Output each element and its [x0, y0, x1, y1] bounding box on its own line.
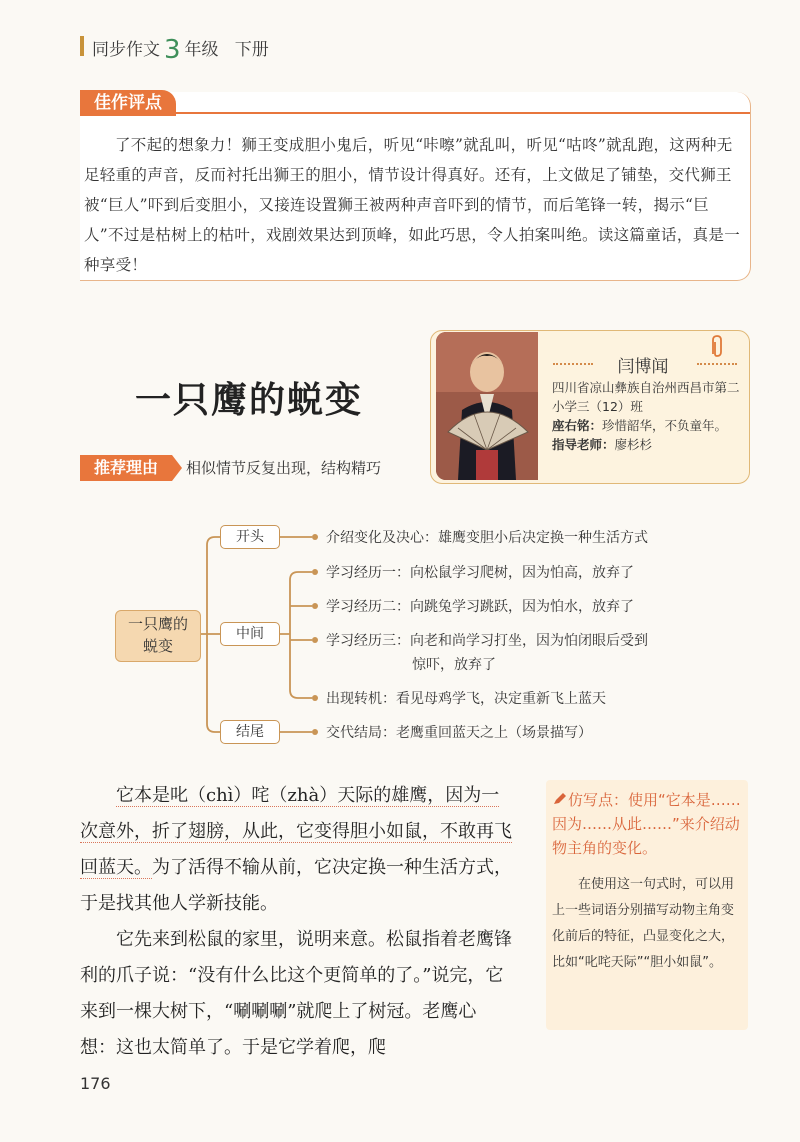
pencil-icon [552, 792, 568, 806]
mindmap-bullet [312, 534, 318, 540]
mindmap-node-middle: 中间 [220, 622, 280, 646]
header-grade-number: 3 [164, 35, 181, 65]
mindmap-bullet [312, 695, 318, 701]
mindmap-leaf-start: 介绍变化及决心：雄鹰变胆小后决定换一种生活方式 [326, 530, 648, 546]
mindmap-center [115, 610, 201, 662]
mindmap-bullet [312, 603, 318, 609]
body-underlined-sentence: 它本是叱（chì）咤（zhà）天际的雄鹰，因为一次意外，折了翅膀，从此，它变得胆小如鼠，不敢再飞回蓝天。 [80, 785, 512, 878]
header-volume: 下册 [234, 40, 269, 60]
header-prefix: 同步作文 [92, 40, 160, 60]
author-motto-label: 座右铭： [552, 418, 603, 433]
review-tab: 佳作评点 [80, 90, 176, 116]
mindmap-center-line2: 蜕变 [142, 637, 173, 655]
recommend-tab: 推荐理由 [80, 455, 172, 481]
mindmap-leaf-end: 交代结局：老鹰重回蓝天之上（场景描写） [326, 725, 592, 741]
imitation-note-title [552, 788, 744, 860]
page-number: 176 [80, 1074, 111, 1093]
mindmap-bullet [312, 637, 318, 643]
author-motto: 珍惜韶华，不负童年。 [602, 418, 728, 433]
author-teacher-label: 指导老师： [552, 437, 615, 452]
review-text: 了不起的想象力！狮王变成胆小鬼后，听见“咔嚓”就乱叫，听见“咕咚”就乱跑，这两种无足轻重的声音，反而衬托出狮王的胆小，情节设计得真好。还有，上文做足了铺垫，交代狮王被“巨人”吓到后变胆小，又接连设置狮王被两种声音吓到的情节，而后笔锋一转，揭示“巨人”不过是枯树上的枯叶，戏剧效果达到顶峰，如此巧思，令人拍案叫绝。读这篇童话，真是一种享受！ [84, 136, 741, 274]
mindmap-bullet [312, 729, 318, 735]
mindmap-center-line1: 一只鹰的 [127, 615, 188, 633]
author-teacher: 廖杉杉 [614, 437, 653, 452]
mindmap-leaf-middle-4: 出现转机：看见母鸡学飞，决定重新飞上蓝天 [326, 691, 606, 707]
mindmap-node-end: 结尾 [220, 720, 280, 744]
mindmap-leaf-middle-3: 学习经历三：向老和尚学习打坐，因为怕闭眼后受到 [326, 633, 648, 649]
recommend-text: 相似情节反复出现，结构精巧 [186, 459, 382, 477]
imitation-note-title-text: 仿写点：使用“它本是……因为……从此……”来介绍动物主角的变化。 [552, 791, 741, 857]
essay-title: 一只鹰的蜕变 [135, 380, 364, 421]
header-grade: 年级 [184, 40, 219, 60]
imitation-note-body: 在使用这一句式时，可以用上一些词语分别描写动物主角变化前后的特征，凸显变化之大，比如“叱咤天际”“胆小如鼠”。 [552, 877, 735, 970]
author-school: 四川省凉山彝族自治州西昌市第二小学三（12）班 [552, 380, 740, 414]
author-name: 闫博闻 [617, 357, 669, 377]
body-paragraph-2: 它先来到松鼠的家里，说明来意。松鼠指着老鹰锋利的爪子说：“没有什么比这个更简单的了。”说完，它来到一棵大树下，“唰唰唰”就爬上了树冠。老鹰心想：这也太简单了。于是它学着爬，爬 [80, 929, 512, 1058]
mindmap-node-start: 开头 [220, 525, 280, 549]
mindmap-leaf-middle-1: 学习经历一：向松鼠学习爬树，因为怕高，放弃了 [326, 565, 634, 581]
mindmap-bullet [312, 569, 318, 575]
mindmap-leaf-middle-3-cont: 惊吓，放弃了 [412, 657, 496, 673]
mindmap-leaf-middle-2: 学习经历二：向跳兔学习跳跃，因为怕水，放弃了 [326, 599, 634, 615]
body-paragraph-1 [80, 778, 512, 922]
body-paragraph-1-rest: 为了活得不输从前，它决定换一种生活方式，于是找其他人学新技能。 [80, 857, 512, 914]
